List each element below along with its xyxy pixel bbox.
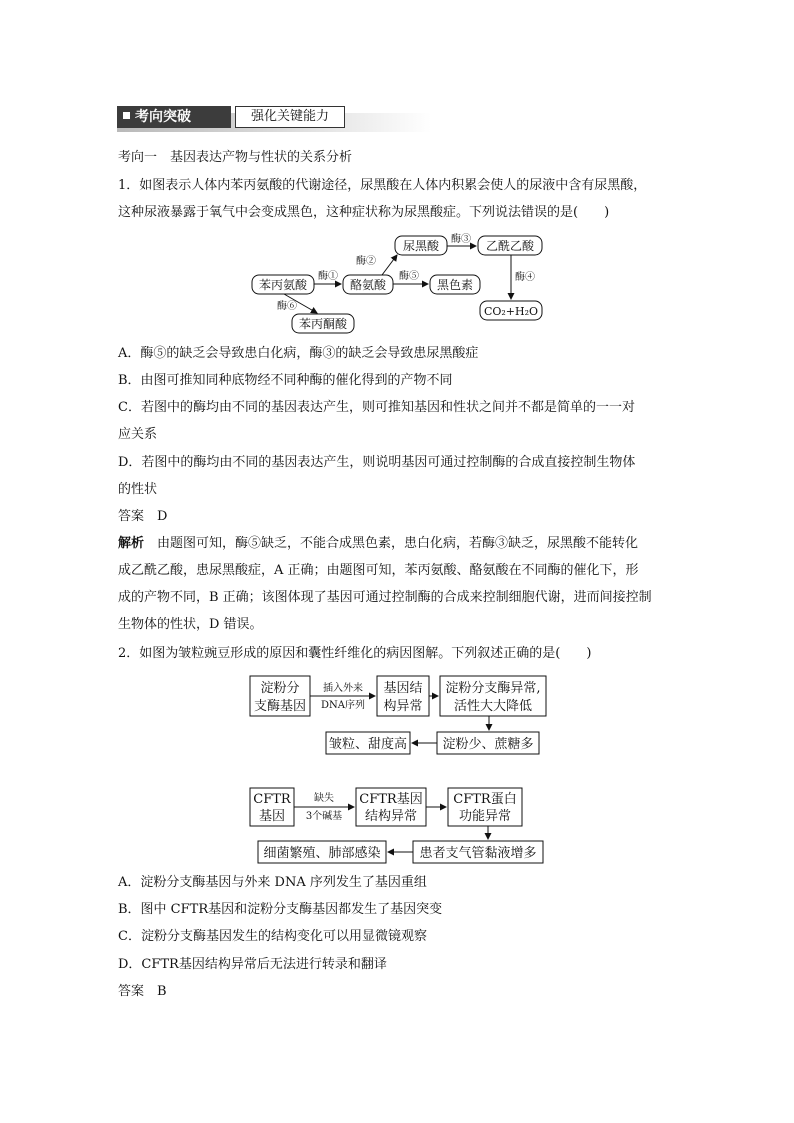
q1-option-d-line1: D．若图中的酶均由不同的基因表达产生，则说明基因可通过控制酶的合成直接控制生物体: [118, 455, 636, 470]
d1-box4: 淀粉少、蔗糖多: [442, 737, 534, 752]
acetoacetic-text: 乙酰乙酸: [485, 239, 535, 253]
d1-arrow-top: 插入外来: [323, 683, 363, 694]
q1-analysis-line2: 成乙酰乙酸，患尿黑酸症，A 正确；由题图可知，苯丙氨酸、酪氨酸在不同酶的催化下，形: [118, 563, 639, 578]
q1-stem-line2: 这种尿液暴露于氧气中会变成黑色，这种症状称为尿黑酸症。下列说法错误的是( ): [118, 205, 610, 220]
d2-arrow-bottom: 3个碱基: [305, 811, 343, 822]
d1-box5: 皱粒、甜度高: [328, 737, 408, 752]
q1-option-d-line2: 的性状: [118, 482, 158, 497]
d2-box5: 细菌繁殖、肺部感染: [263, 846, 381, 861]
q2-option-b: B．图中 CFTR基因和淀粉分支酶基因都发生了基因突变: [118, 902, 443, 917]
d2-box4: 患者支气管黏液增多: [419, 846, 537, 861]
q1-analysis-line3: 成的产物不同，B 正确；该图体现了基因可通过控制酶的合成来控制细胞代谢，进而间接控制: [118, 590, 652, 605]
d2-box1-line2: 基因: [258, 809, 286, 824]
analysis-label: 解析: [118, 536, 145, 551]
section-topic: 基因表达产物与性状的关系分析: [170, 150, 353, 165]
co2-h2o-text: CO₂+H₂O: [483, 305, 539, 318]
d2-box3-line1: CFTR蛋白: [453, 792, 517, 807]
q1-option-c-line1: C．若图中的酶均由不同的基因表达产生，则可推知基因和性状之间并不都是简单的一一对: [118, 400, 635, 415]
q1-option-c-line2: 应关系: [118, 427, 158, 442]
section-label: 考向一: [118, 150, 158, 165]
banner-subtitle: 强化关键能力: [235, 106, 345, 128]
q2-option-a: A．淀粉分支酶基因与外来 DNA 序列发生了基因重组: [118, 875, 427, 890]
phenylpyruvic-text: 苯丙酮酸: [298, 317, 348, 331]
q1-stem-line1: 1．如图表示人体内苯丙氨酸的代谢途径，尿黑酸在人体内积累会使人的尿液中含有尿黑酸，: [118, 178, 647, 193]
banner-title-text: 考向突破: [135, 109, 191, 125]
d2-box2-line1: CFTR基因: [359, 792, 423, 807]
d1-arrow-bottom: DNA序列: [321, 700, 365, 711]
d1-box2-line1: 基因结: [383, 681, 423, 696]
q1-analysis-line4: 生物体的性状，D 错误。: [118, 617, 263, 632]
enzyme2-label: 酶②: [356, 256, 376, 267]
q2-answer: 答案 B: [118, 984, 167, 999]
d1-box3-line1: 淀粉分支酶异常,: [445, 681, 541, 696]
q1-answer: 答案 D: [118, 509, 168, 524]
enzyme5-label: 酶⑤: [399, 271, 419, 282]
d2-arrow-top: 缺失: [314, 793, 334, 804]
d2-box2-line2: 结构异常: [364, 809, 418, 824]
q1-option-b: B．由图可推知同种底物经不同种酶的催化得到的产物不同: [118, 373, 453, 388]
enzyme1-label: 酶①: [318, 271, 338, 282]
q2-option-c: C．淀粉分支酶基因发生的结构变化可以用显微镜观察: [118, 929, 427, 944]
phenylalanine-text: 苯丙氨酸: [258, 278, 308, 292]
enzyme4-label: 酶④: [515, 272, 535, 283]
q1-option-a: A．酶⑤的缺乏会导致患白化病，酶③的缺乏会导致患尿黑酸症: [118, 346, 479, 361]
d1-box2-line2: 构异常: [383, 699, 423, 714]
homogentisic-text: 尿黑酸: [402, 239, 440, 253]
enzyme3-label: 酶③: [451, 234, 471, 245]
q2-option-d: D．CFTR基因结构异常后无法进行转录和翻译: [118, 957, 387, 972]
analysis-text-1: 由题图可知，酶⑤缺乏，不能合成黑色素，患白化病，若酶③缺乏，尿黑酸不能转化: [144, 536, 639, 551]
d2-box1-line1: CFTR: [253, 792, 291, 807]
enzyme6-label: 酶⑥: [277, 301, 297, 312]
d1-box3-line2: 活性大大降低: [453, 699, 533, 714]
d2-box3-line2: 功能异常: [458, 809, 512, 824]
melanin-text: 黑色素: [436, 278, 474, 292]
d1-box1-line2: 支酶基因: [253, 699, 307, 714]
q2-stem: 2．如图为皱粒豌豆形成的原因和囊性纤维化的病因图解。下列叙述正确的是( ): [118, 646, 592, 661]
d1-box1-line1: 淀粉分: [260, 681, 300, 696]
tyrosine-text: 酪氨酸: [349, 278, 387, 292]
